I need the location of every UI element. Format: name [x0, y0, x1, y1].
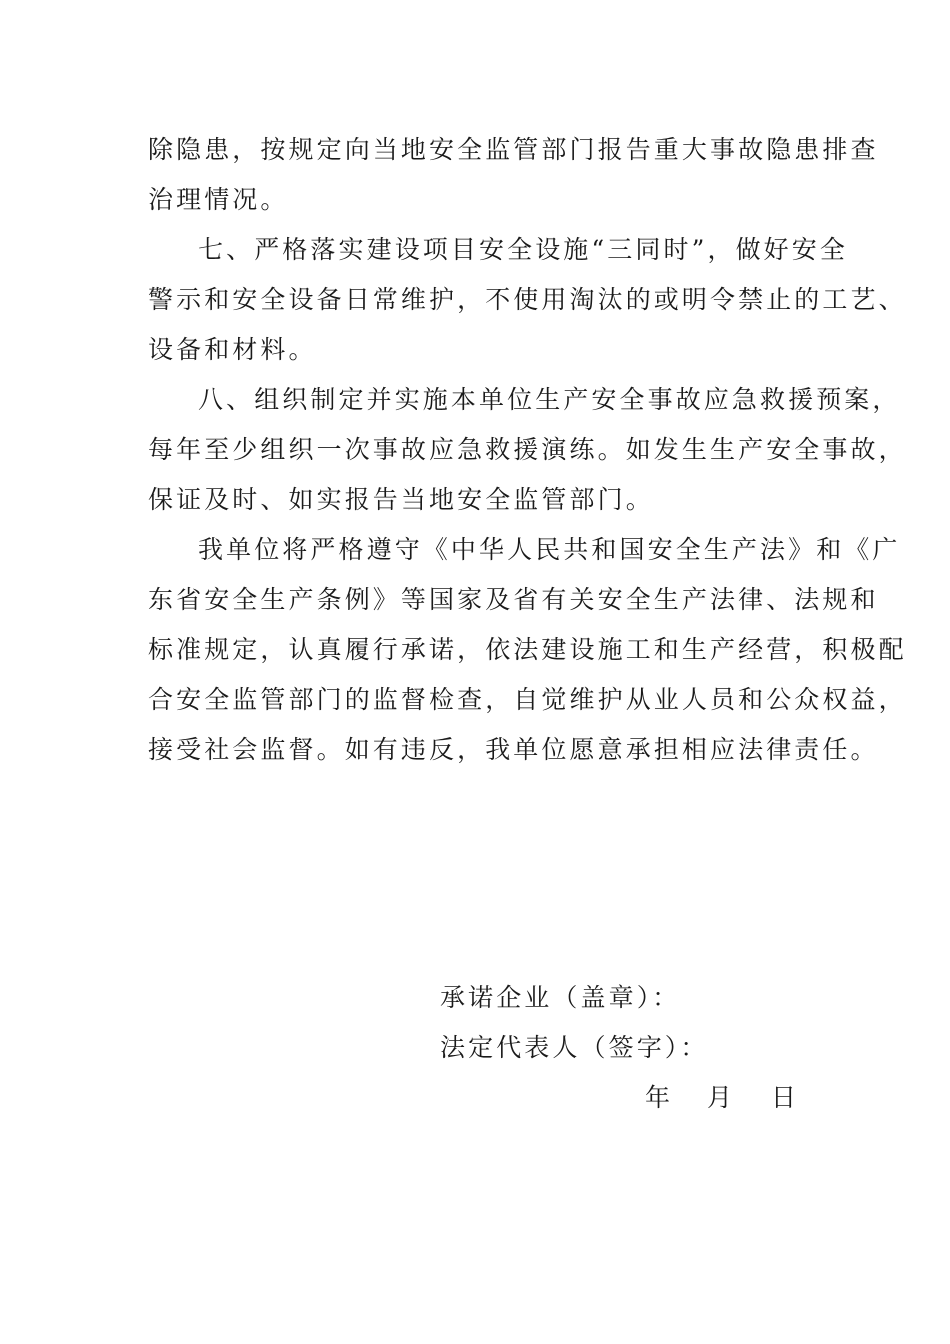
- paragraph-line: 警示和安全设备日常维护，不使用淘汰的或明令禁止的工艺、: [148, 285, 907, 314]
- date-line: [640, 1083, 810, 1113]
- paragraph-line: 治理情况。: [148, 185, 289, 214]
- paragraph-line: 除隐患，按规定向当地安全监管部门报告重大事故隐患排查: [148, 135, 879, 164]
- paragraph-line: 八、组织制定并实施本单位生产安全事故应急救援预案，: [198, 385, 901, 414]
- signature-company-label: 承诺企业（盖章）：: [440, 983, 681, 1012]
- paragraph-line: 接受社会监督。如有违反，我单位愿意承担相应法律责任。: [148, 735, 879, 764]
- paragraph-line: 设备和材料。: [148, 335, 317, 364]
- date-year-label: 年: [645, 1083, 674, 1112]
- paragraph-line: 我单位将严格遵守《中华人民共和国安全生产法》和《广: [198, 535, 901, 564]
- paragraph-line: 每年至少组织一次事故应急救援演练。如发生生产安全事故，: [148, 435, 907, 464]
- signature-representative-label: 法定代表人（签字）：: [440, 1033, 709, 1062]
- paragraph-line: 标准规定，认真履行承诺，依法建设施工和生产经营，积极配: [148, 635, 907, 664]
- paragraph-line: 七、严格落实建设项目安全设施“三同时”，做好安全: [198, 235, 848, 264]
- date-month-label: 月: [707, 1083, 736, 1112]
- paragraph-line: 东省安全生产条例》等国家及省有关安全生产法律、法规和: [148, 585, 879, 614]
- paragraph-line: 保证及时、如实报告当地安全监管部门。: [148, 485, 654, 514]
- date-day-label: 日: [771, 1083, 800, 1112]
- paragraph-line: 合安全监管部门的监督检查，自觉维护从业人员和公众权益，: [148, 685, 907, 714]
